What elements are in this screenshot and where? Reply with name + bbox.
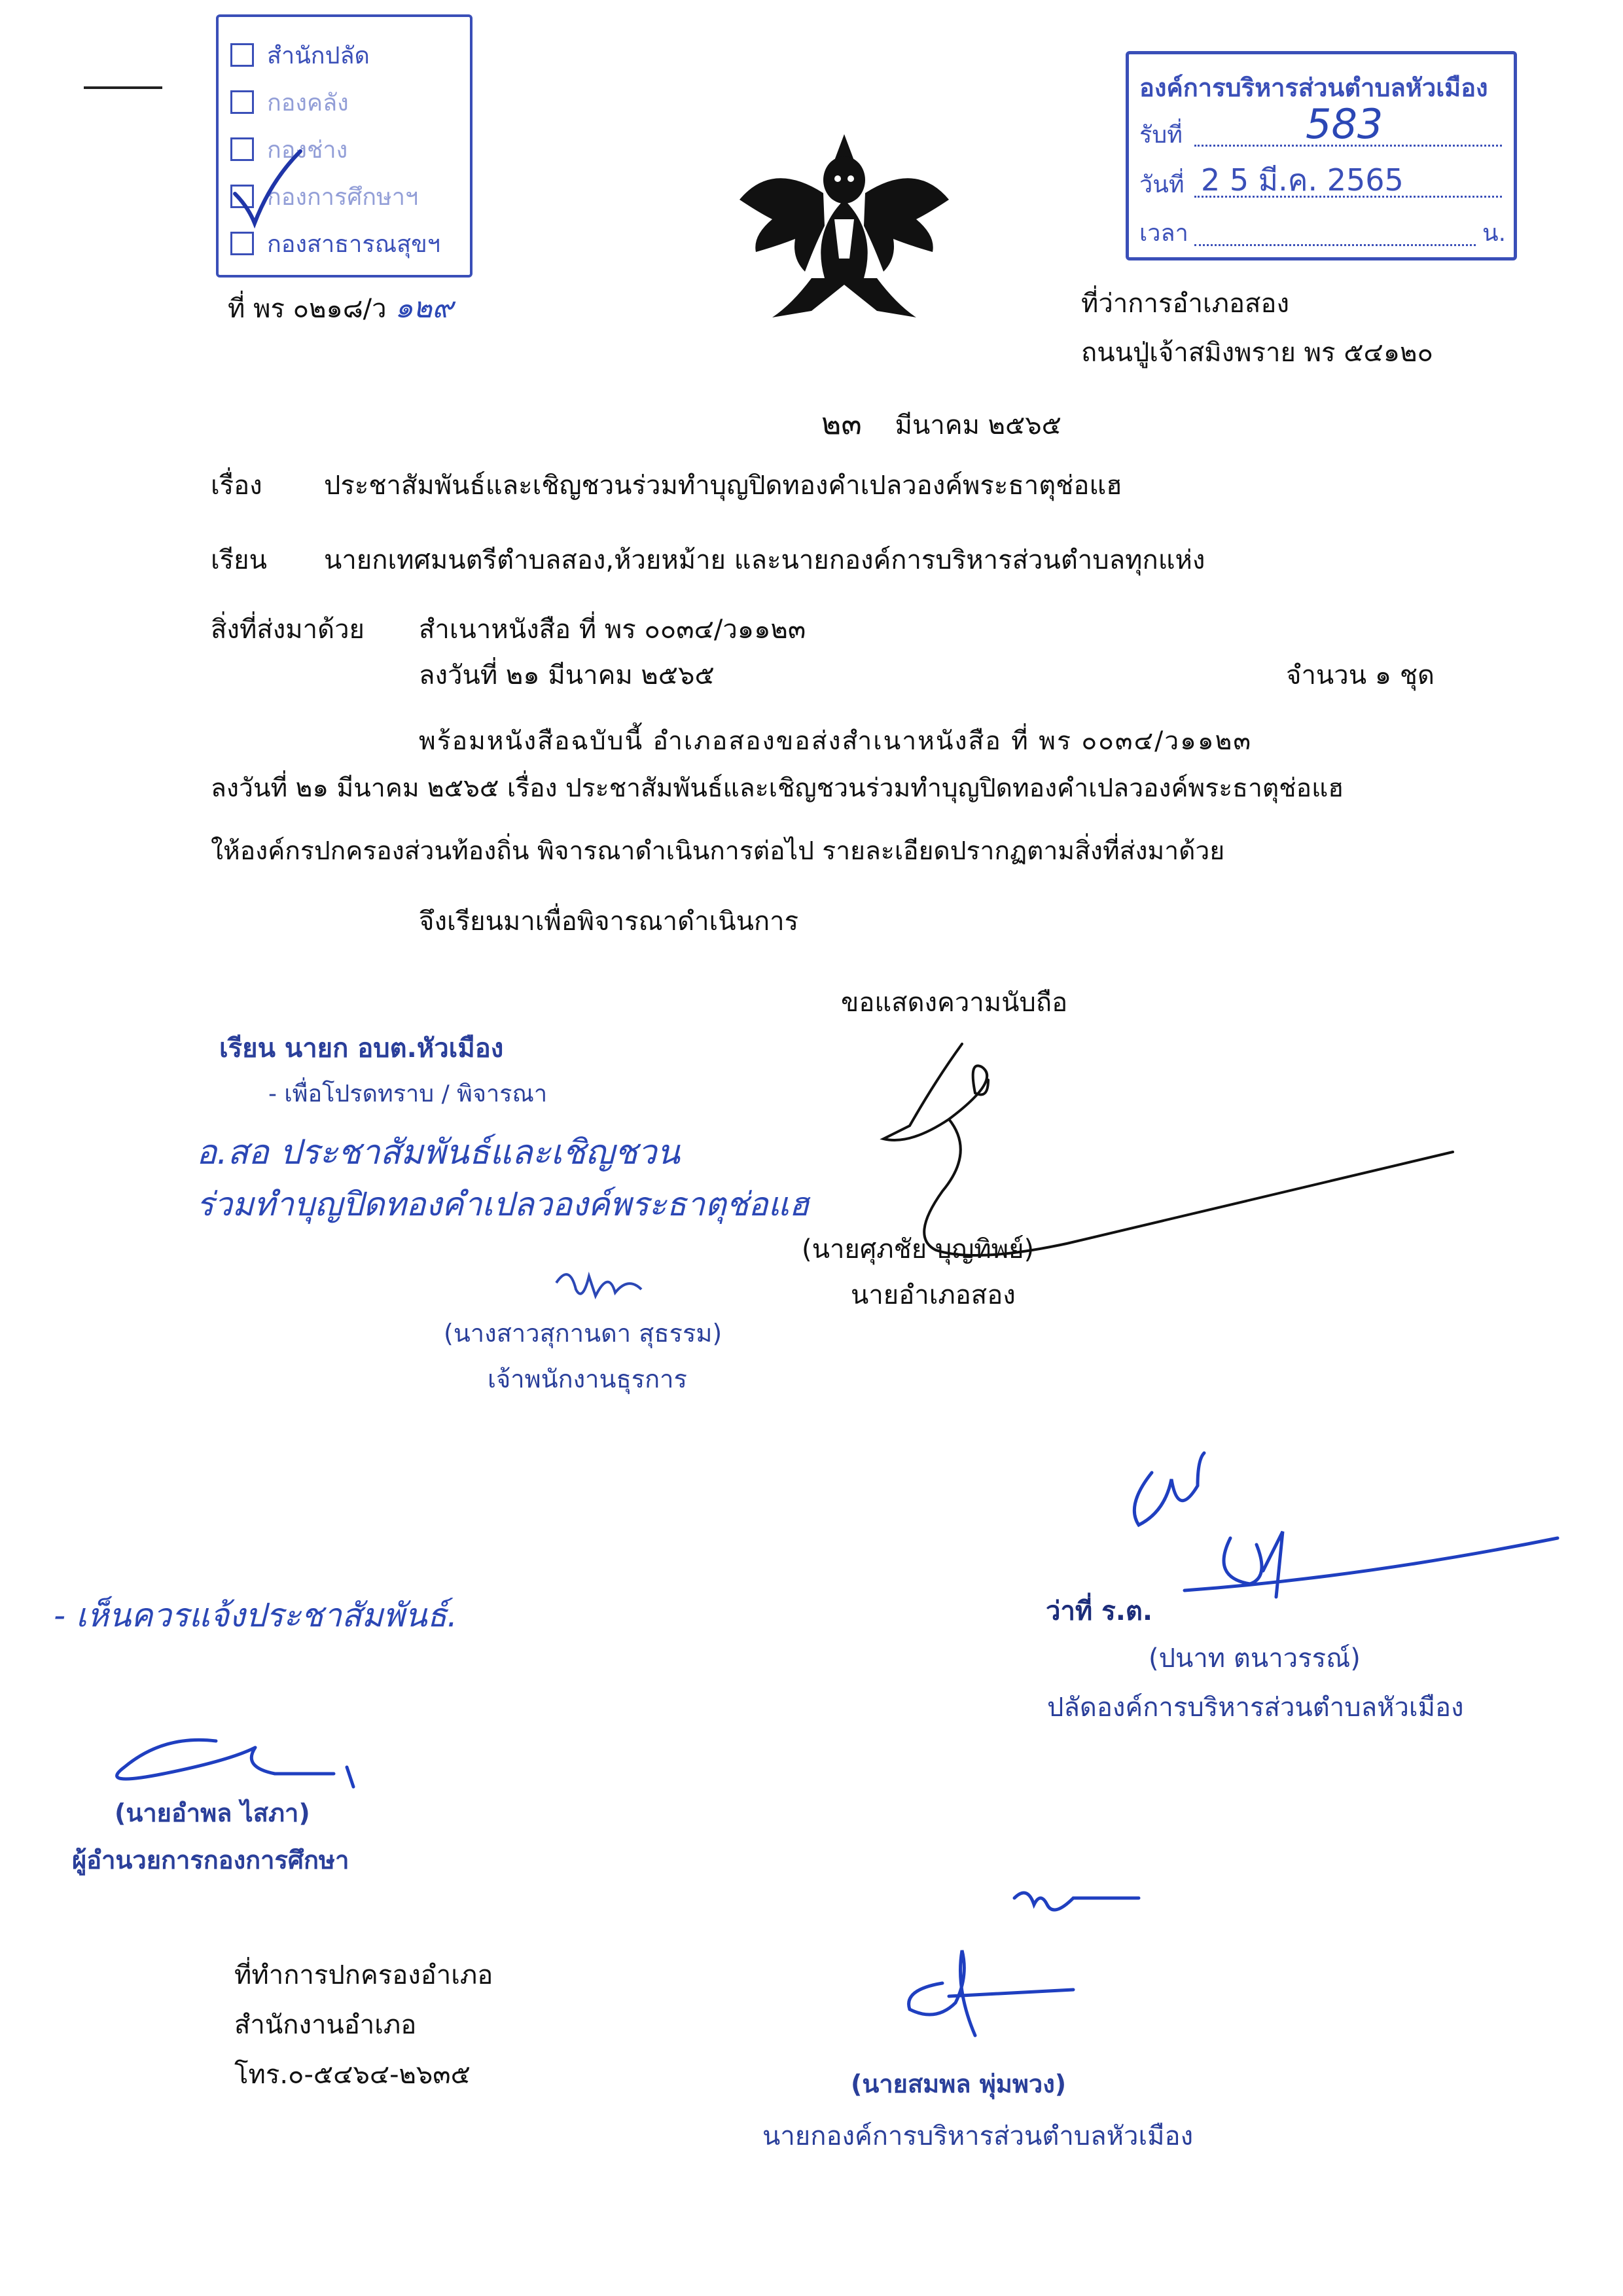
clerk-to-line: เรียน นายก อบต.หัวเมือง: [219, 1033, 504, 1064]
body-line-1: พร้อมหนังสือฉบับนี้ อำเภอสองขอส่งสำเนาหนังสือ ที่ พร ๐๐๓๔/ว๑๑๒๓: [419, 726, 1253, 756]
checkbox[interactable]: [230, 90, 254, 114]
margin-dash: [84, 86, 162, 89]
garuda-emblem-icon: [733, 121, 955, 324]
enclosure-line-2: ลงวันที่ ๒๑ มีนาคม ๒๕๖๕: [419, 660, 715, 691]
edu-name: (นายอำพล ไสภา): [115, 1799, 310, 1827]
routing-item[interactable]: กองการศึกษาฯ: [230, 177, 418, 216]
checkbox[interactable]: [230, 43, 254, 67]
date-value: 2 5 มี.ค. 2565: [1201, 162, 1404, 198]
body-line-2: ลงวันที่ ๒๑ มีนาคม ๒๕๖๕ เรื่อง ประชาสัมพันธ์และเชิญชวนร่วมทำบุญปิดทองคำเปลวองค์พระธาตุช่อแฮ: [211, 774, 1344, 803]
regards: ขอแสดงความนับถือ: [841, 988, 1068, 1018]
enclosure-label: สิ่งที่ส่งมาด้วย: [211, 615, 365, 645]
clerk-signature: [550, 1263, 654, 1309]
deputy-name: (ปนาท ตนาวรรณ์): [1149, 1643, 1361, 1674]
reference-number: ที่ พร ๐๒๑๘/ว ๑๒๙: [228, 291, 454, 325]
clerk-note-line-1: อ.สอ ประชาสัมพันธ์และเชิญชวน: [196, 1133, 680, 1172]
subject-label: เรื่อง: [211, 471, 262, 501]
enclosure-line-1: สำเนาหนังสือ ที่ พร ๐๐๓๔/ว๑๑๒๓: [419, 615, 806, 645]
footer-line-2: สำนักงานอำเภอ: [234, 2010, 417, 2040]
to-text: นายกเทศมนตรีตำบลสอง,ห้วยหม้าย และนายกองค์การบริหารส่วนตำบลทุกแห่ง: [324, 545, 1205, 575]
time-dots: [1194, 244, 1476, 246]
signer-name: (นายศุภชัย บุญทิพย์): [802, 1234, 1035, 1265]
edu-title: ผู้อำนวยการกองการศึกษา: [72, 1846, 349, 1874]
check-mark-icon: [232, 148, 304, 226]
routing-item[interactable]: สำนักปลัด: [230, 35, 370, 75]
footer-line-3: โทร.๐-๕๔๖๔-๒๖๓๕: [234, 2060, 471, 2090]
deputy-signature: [1099, 1446, 1564, 1597]
clerk-purpose: - เพื่อโปรดทราบ / พิจารณา: [268, 1081, 548, 1107]
date-label: วันที่: [1139, 171, 1185, 198]
receipt-number: 583: [1306, 100, 1383, 148]
routing-stamp: [216, 14, 473, 278]
mayor-name: (นายสมพล พุ่มพวง): [851, 2070, 1067, 2098]
routing-item[interactable]: กองช่าง: [230, 130, 348, 169]
receipt-label: รับที่: [1139, 122, 1183, 149]
time-suffix: น.: [1482, 220, 1507, 247]
office-address-2: ถนนปู่เจ้าสมิงพราย พร ๕๔๑๒๐: [1081, 338, 1433, 368]
footer-line-1: ที่ทำการปกครองอำเภอ: [234, 1960, 493, 1990]
subject-text: ประชาสัมพันธ์และเชิญชวนร่วมทำบุญปิดทองคำเปลวองค์พระธาตุช่อแฮ: [324, 471, 1122, 501]
checkbox[interactable]: [230, 232, 254, 255]
enclosure-quantity: จำนวน ๑ ชุด: [1286, 660, 1435, 691]
receipt-stamp: [1126, 51, 1517, 260]
clerk-name: (นางสาวสุกานดา สุธรรม): [444, 1319, 722, 1348]
receipt-org: องค์การบริหารส่วนตำบลหัวเมือง: [1139, 73, 1488, 102]
handwritten-ref: ๑๒๙: [395, 291, 454, 325]
deputy-title: ปลัดองค์การบริหารส่วนตำบลหัวเมือง: [1047, 1693, 1464, 1723]
to-label: เรียน: [211, 545, 267, 575]
time-label: เวลา: [1139, 220, 1188, 247]
mayor-signature: [877, 1885, 1152, 2042]
routing-item[interactable]: กองคลัง: [230, 82, 349, 122]
letter-date: ๒๓ มีนาคม ๒๕๖๕: [821, 406, 1061, 441]
mayor-title: นายกองค์การบริหารส่วนตำบลหัวเมือง: [762, 2121, 1194, 2151]
deputy-label: ว่าที่ ร.ต.: [1046, 1596, 1153, 1626]
edu-signature: [85, 1728, 373, 1793]
body-line-3: ให้องค์กรปกครองส่วนท้องถิ่น พิจารณาดำเนินการต่อไป รายละเอียดปรากฏตามสิ่งที่ส่งมาด้วย: [211, 836, 1225, 866]
edu-note: - เห็นควรแจ้งประชาสัมพันธ์.: [54, 1596, 457, 1634]
clerk-note-line-2: ร่วมทำบุญปิดทองคำเปลวองค์พระธาตุช่อแฮ: [196, 1185, 810, 1223]
clerk-title: เจ้าพนักงานธุรการ: [488, 1365, 687, 1393]
office-address-1: ที่ว่าการอำเภอสอง: [1081, 289, 1289, 319]
routing-item[interactable]: กองสาธารณสุขฯ: [230, 224, 440, 263]
signer-title: นายอำเภอสอง: [851, 1280, 1016, 1310]
closing-request: จึงเรียนมาเพื่อพิจารณาดำเนินการ: [419, 906, 799, 937]
